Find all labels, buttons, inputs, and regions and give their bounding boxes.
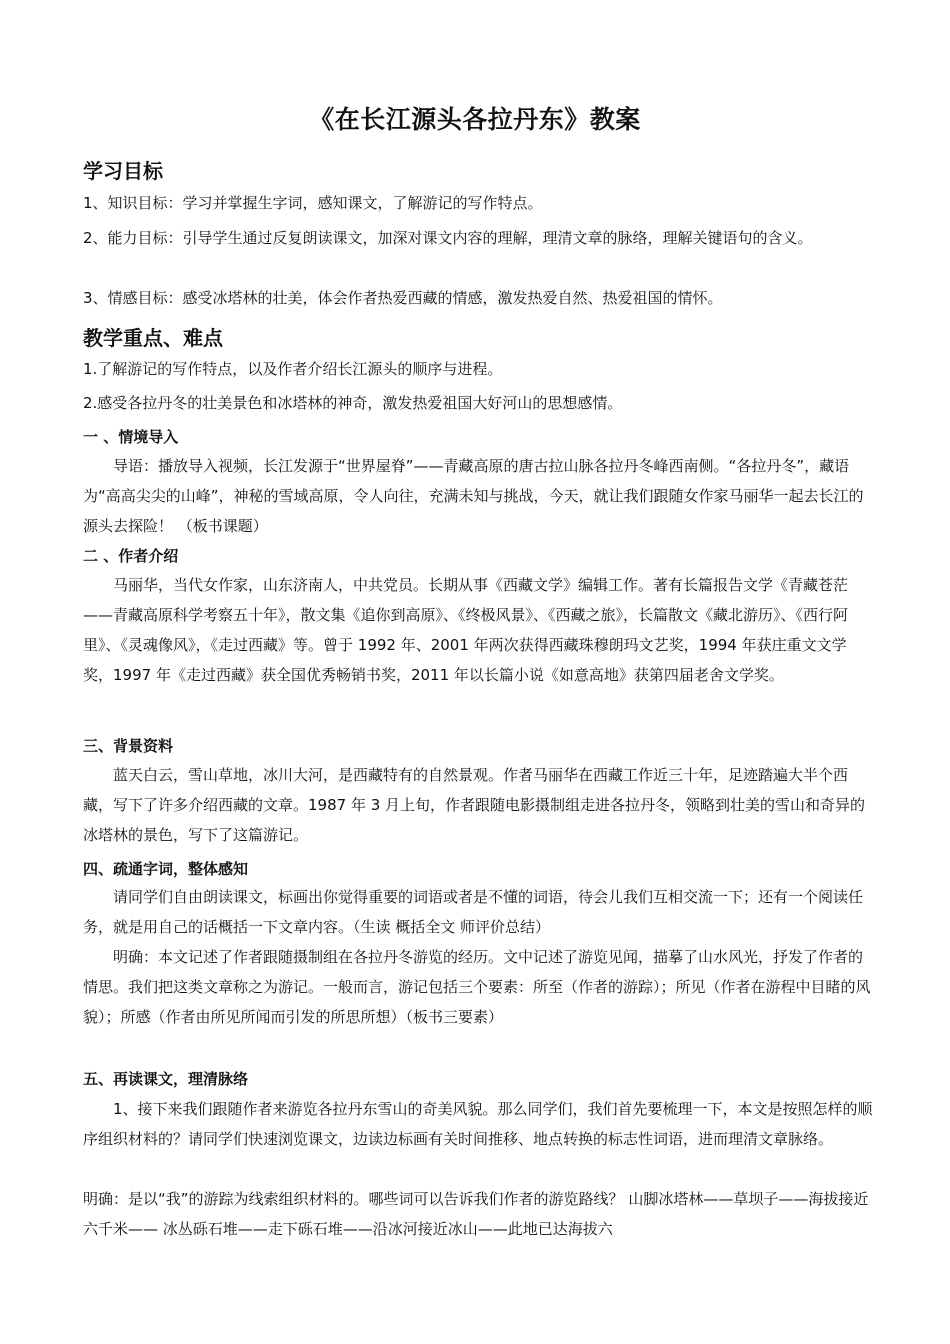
section-4-heading: 四、疏通字词，整体感知 — [83, 860, 249, 878]
section-1-text: 导语：播放导入视频，长江发源于“世界屋脊”——青藏高原的唐古拉山脉各拉丹冬峰西南侧。“各拉丹冬”，藏语为“高高尖尖的山峰”，神秘的雪域高原，令人向往，充满未知与挑战，今天，就让我们跟随女作家马丽华一起去长江的源头去探险！ （板书课题） — [83, 457, 864, 535]
objective-item-1: 1、知识目标：学习并掌握生字词，感知课文，了解游记的写作特点。 — [83, 194, 543, 212]
section-5-heading: 五、再读课文，理清脉络 — [83, 1070, 249, 1088]
section-3-text: 蓝天白云，雪山草地，冰川大河，是西藏特有的自然景观。作者马丽华在西藏工作近三十年，足迹踏遍大半个西藏，写下了许多介绍西藏的文章。1987 年 3 月上旬，作者跟随电影摄制组走进各拉丹冬，领略到壮美的雪山和奇异的冰塔林的景色，写下了这篇游记。 — [83, 766, 866, 844]
document-title: 《在长江源头各拉丹东》教案 — [309, 105, 641, 134]
section-2-heading: 二 、作者介绍 — [83, 547, 179, 565]
section-5-text-2: 明确：是以“我”的游踪为线索组织材料的。哪些词可以告诉我们作者的游览路线？ 山脚冰塔林——草坝子——海拔接近六千米—— 冰丛砾石堆——走下砾石堆——沿冰河接近冰山——此地已达海拔六 — [83, 1190, 869, 1238]
section-1-heading: 一 、情境导入 — [83, 428, 179, 446]
objective-item-2: 2、能力目标：引导学生通过反复朗读课文，加深对课文内容的理解，理清文章的脉络，理解关键语句的含义。 — [83, 229, 813, 247]
section-5-text-1: 1、接下来我们跟随作者来游览各拉丹东雪山的奇美风貌。那么同学们，我们首先要梳理一下，本文是按照怎样的顺序组织材料的？请同学们快速浏览课文，边读边标画有关时间推移、地点转换的标志性词语，进而理清文章脉络。 — [83, 1100, 873, 1148]
keypoint-item-2: 2.感受各拉丹冬的壮美景色和冰塔林的神奇，激发热爱祖国大好河山的思想感情。 — [83, 394, 623, 412]
objectives-heading: 学习目标 — [83, 159, 163, 183]
section-3-heading: 三、背景资料 — [83, 737, 174, 755]
keypoint-item-1: 1.了解游记的写作特点，以及作者介绍长江源头的顺序与进程。 — [83, 360, 503, 378]
objective-item-3: 3、情感目标：感受冰塔林的壮美，体会作者热爱西藏的情感，激发热爱自然、热爱祖国的情怀。 — [83, 289, 723, 307]
section-4-text-2: 明确：本文记述了作者跟随摄制组在各拉丹冬游览的经历。文中记述了游览见闻，描摹了山水风光，抒发了作者的情思。我们把这类文章称之为游记。一般而言，游记包括三个要素：所至（作者的游踪）；所见（作者在游程中目睹的风貌）；所感（作者由所见所闻而引发的所思所想）（板书三要素） — [83, 948, 871, 1026]
keypoints-heading: 教学重点、难点 — [83, 326, 223, 350]
section-2-text: 马丽华，当代女作家，山东济南人，中共党员。长期从事《西藏文学》编辑工作。著有长篇报告文学《青藏苍茫——青藏高原科学考察五十年》，散文集《追你到高原》、《终极风景》、《西藏之旅》，长篇散文《藏北游历》、《西行阿里》、《灵魂像风》，《走过西藏》等。曾于 1992 年、2001 年两次获得西藏珠穆朗玛文艺奖，1994 年获庄重文文学奖，1997 年《走过西藏》获全国优秀畅销书奖，2011 年以长篇小说《如意高地》获第四届老舍文学奖。 — [83, 576, 849, 684]
section-4-text-1: 请同学们自由朗读课文，标画出你觉得重要的词语或者是不懂的词语，待会儿我们互相交流一下；还有一个阅读任务，就是用自己的话概括一下文章内容。（生读 概括全文 师评价总结） — [83, 888, 864, 936]
